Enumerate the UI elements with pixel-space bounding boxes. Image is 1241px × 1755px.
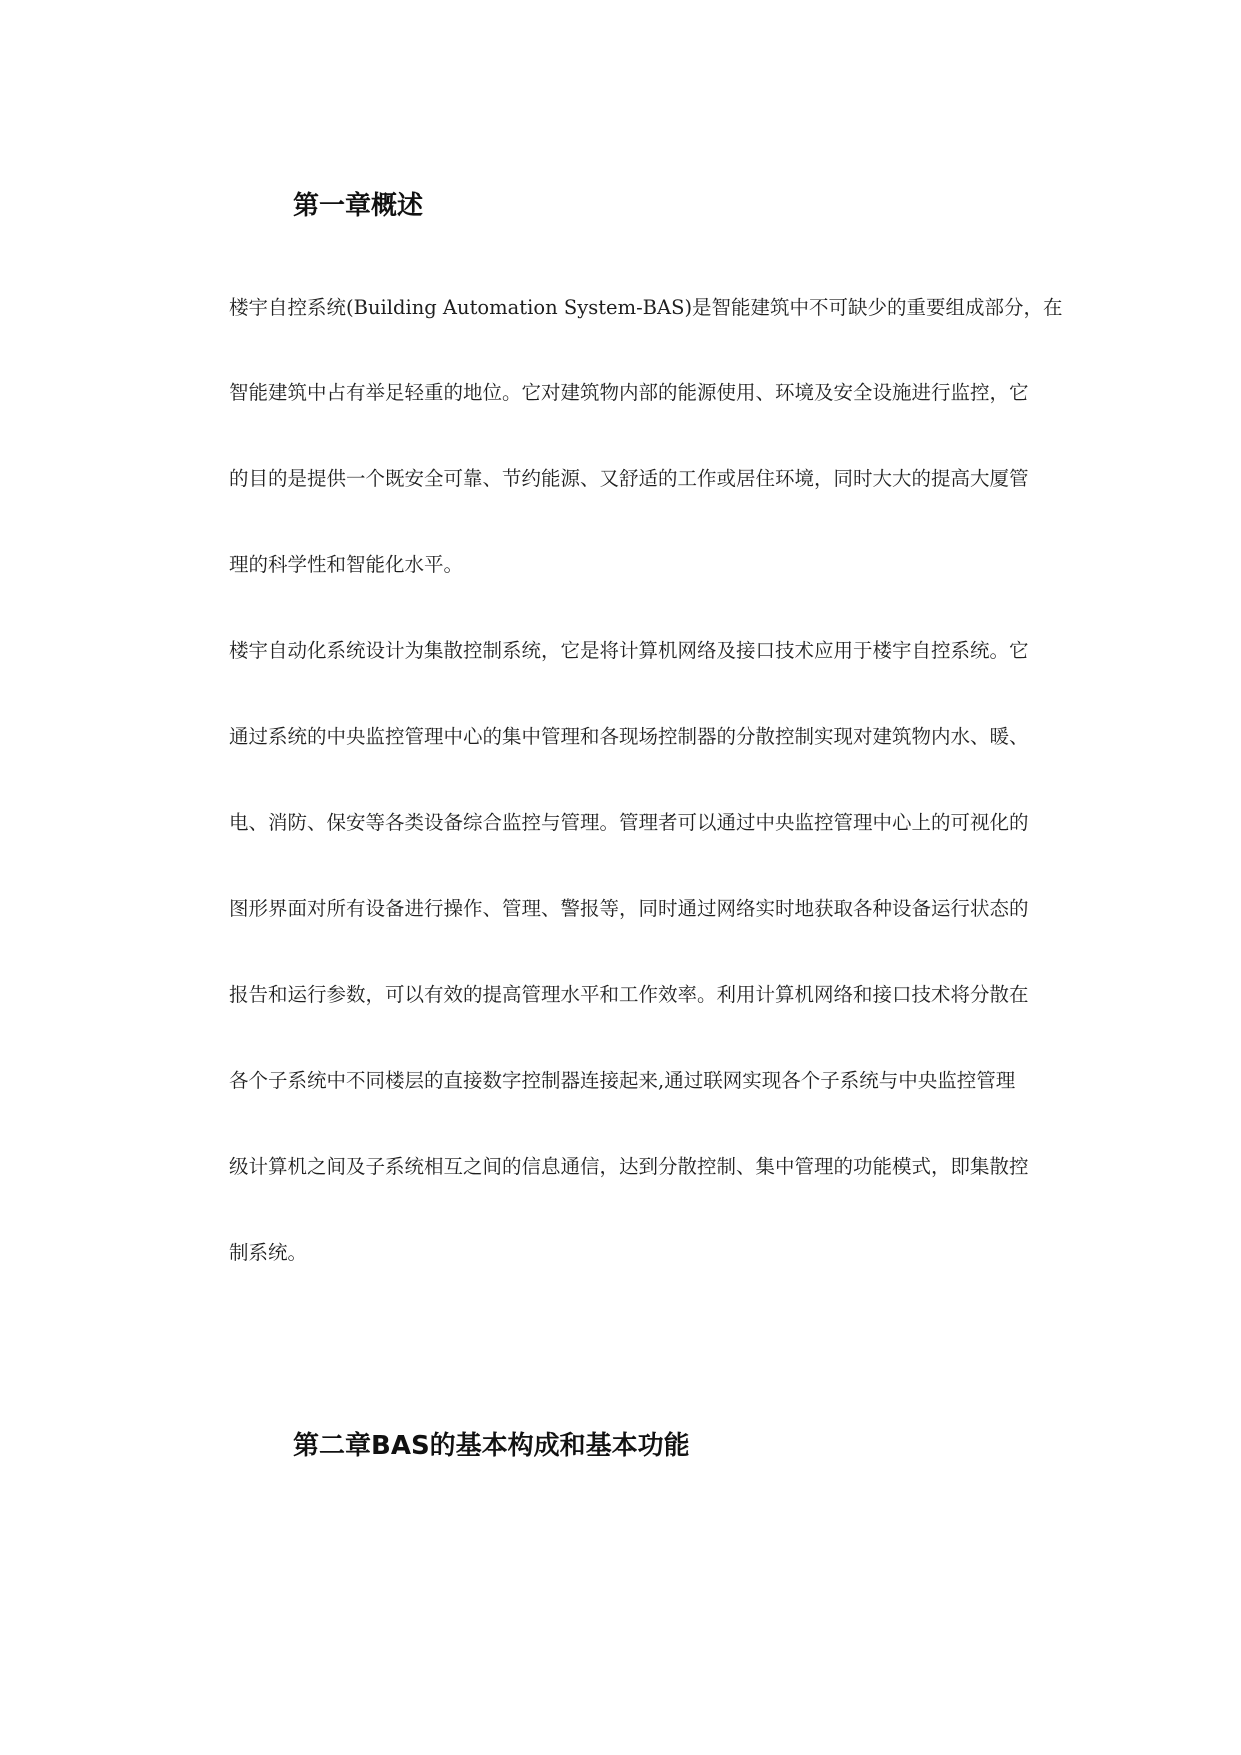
paragraph-line: 电、消防、保安等各类设备综合监控与管理。管理者可以通过中央监控管理中心上的可视化的	[229, 811, 1029, 834]
chapter-1-heading: 第一章概述	[293, 191, 424, 221]
paragraph-line: 报告和运行参数，可以有效的提高管理水平和工作效率。利用计算机网络和接口技术将分散在	[229, 983, 1029, 1006]
paragraph-line: 各个子系统中不同楼层的直接数字控制器连接起来,通过联网实现各个子系统与中央监控管理	[229, 1069, 1016, 1092]
paragraph-line: 楼宇自动化系统设计为集散控制系统，它是将计算机网络及接口技术应用于楼宇自控系统。它	[229, 639, 1029, 662]
paragraph-line: 制系统。	[229, 1241, 308, 1264]
paragraph-line: 的目的是提供一个既安全可靠、节约能源、又舒适的工作或居住环境，同时大大的提高大厦管	[229, 467, 1029, 490]
paragraph-line: 理的科学性和智能化水平。	[229, 553, 464, 576]
chapter-2-heading: 第二章BAS的基本构成和基本功能	[293, 1431, 690, 1461]
paragraph-line: 图形界面对所有设备进行操作、管理、警报等，同时通过网络实时地获取各种设备运行状态的	[229, 897, 1029, 920]
paragraph-line: 级计算机之间及子系统相互之间的信息通信，达到分散控制、集中管理的功能模式，即集散控	[229, 1155, 1029, 1178]
paragraph-line: 楼宇自控系统(Building Automation System-BAS)是智能建筑中不可缺少的重要组成部分，在	[229, 296, 1063, 319]
paragraph-line: 智能建筑中占有举足轻重的地位。它对建筑物内部的能源使用、环境及安全设施进行监控，它	[229, 381, 1029, 404]
paragraph-line: 通过系统的中央监控管理中心的集中管理和各现场控制器的分散控制实现对建筑物内水、暖、	[229, 725, 1029, 748]
